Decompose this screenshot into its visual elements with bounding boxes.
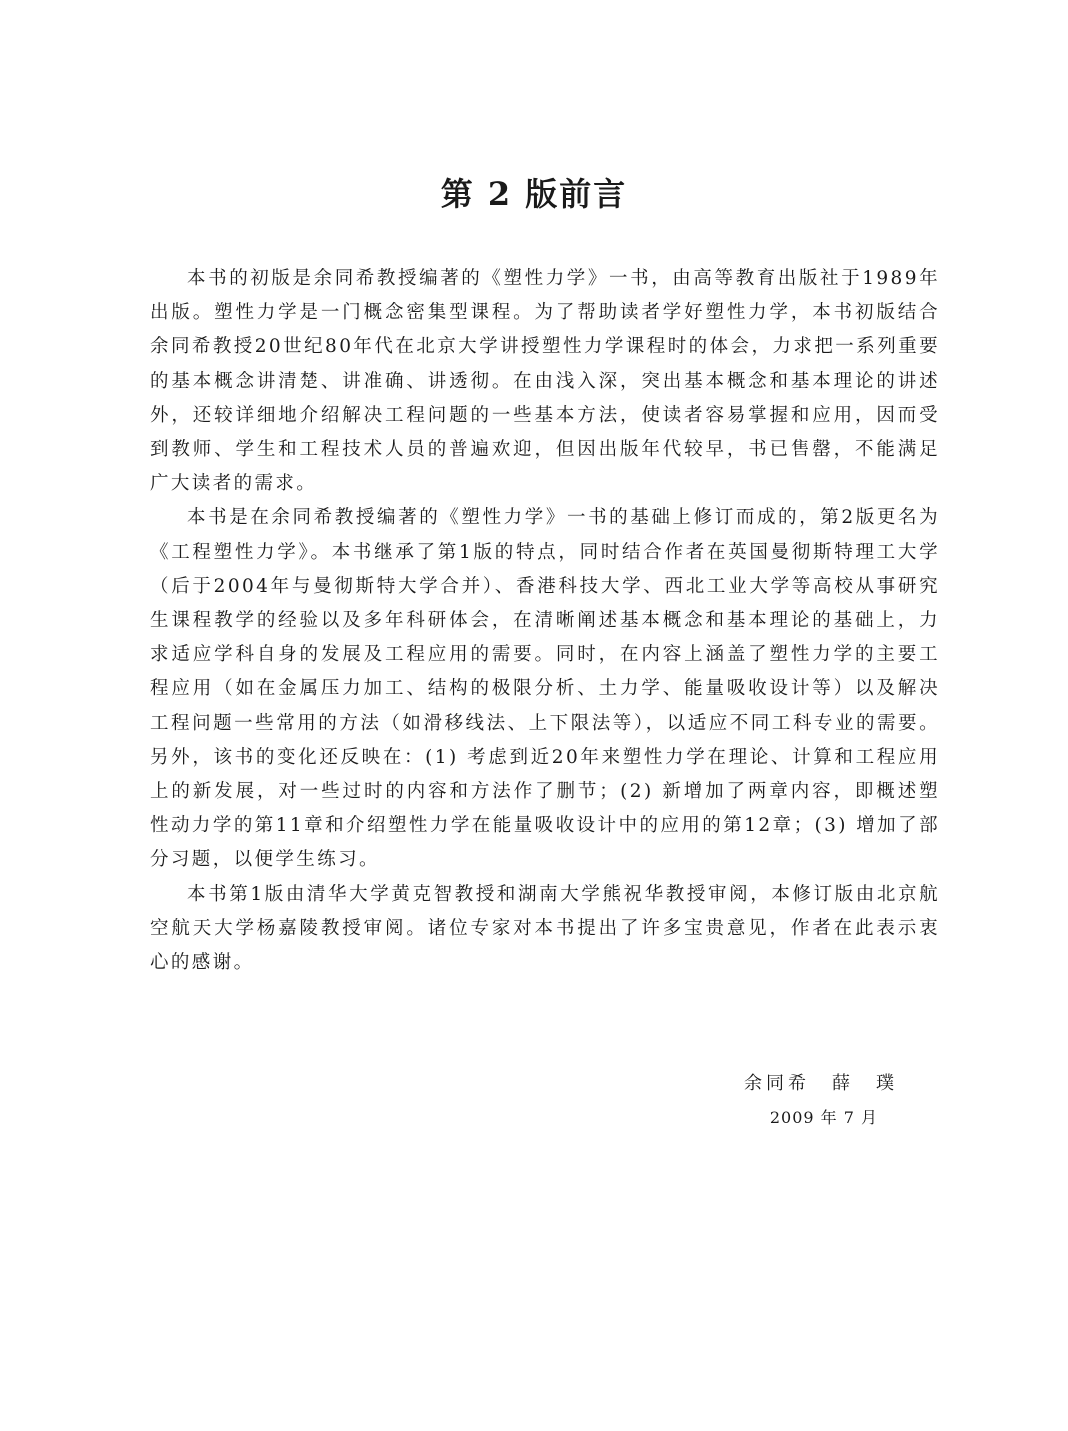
paragraph-1: 本书的初版是余同希教授编著的《塑性力学》一书，由高等教育出版社于1989年出版。塑性力学是一门概念密集型课程。为了帮助读者学好塑性力学，本书初版结合余同希教授20世纪80年代在北京大学讲授塑性力学课程时的体会，力求把一系列重要的基本概念讲清楚、讲准确、讲透彻。在由浅入深，突出基本概念和基本理论的讲述外，还较详细地介绍解决工程问题的一些基本方法，使读者容易掌握和应用，因而受到教师、学生和工程技术人员的普遍欢迎，但因出版年代较早，书已售罄，不能满足广大读者的需求。 [150,268,940,495]
paragraph-3: 本书第1版由清华大学黄克智教授和湖南大学熊祝华教授审阅，本修订版由北京航空航天大学杨嘉陵教授审阅。诸位专家对本书提出了许多宝贵意见，作者在此表示衷心的感谢。 [150,883,940,974]
signature-authors: 余同希 薛 璞 [744,1073,898,1094]
signature-block [600,1067,900,1135]
page-title: 第 2 版前言 [440,175,628,213]
signature-date: 2009 年 7 月 [769,1108,878,1127]
paragraph-2: 本书是在余同希教授编著的《塑性力学》一书的基础上修订而成的，第2版更名为《工程塑性力学》。本书继承了第1版的特点，同时结合作者在英国曼彻斯特理工大学（后于2004年与曼彻斯特大学合并）、香港科技大学、西北工业大学等高校从事研究生课程教学的经验以及多年科研体会，在清晰阐述基本概念和基本理论的基础上，力求适应学科自身的发展及工程应用的需要。同时，在内容上涵盖了塑性力学的主要工程应用（如在金属压力加工、结构的极限分析、土力学、能量吸收设计等）以及解决工程问题一些常用的方法（如滑移线法、上下限法等），以适应不同工科专业的需要。另外，该书的变化还反映在：(1) 考虑到近20年来塑性力学在理论、计算和工程应用上的新发展，对一些过时的内容和方法作了删节；(2) 新增加了两章内容，即概述塑性动力学的第11章和介绍塑性力学在能量吸收设计中的应用的第12章；(3) 增加了部分习题，以便学生练习。 [150,507,940,871]
preface-body [150,262,940,980]
